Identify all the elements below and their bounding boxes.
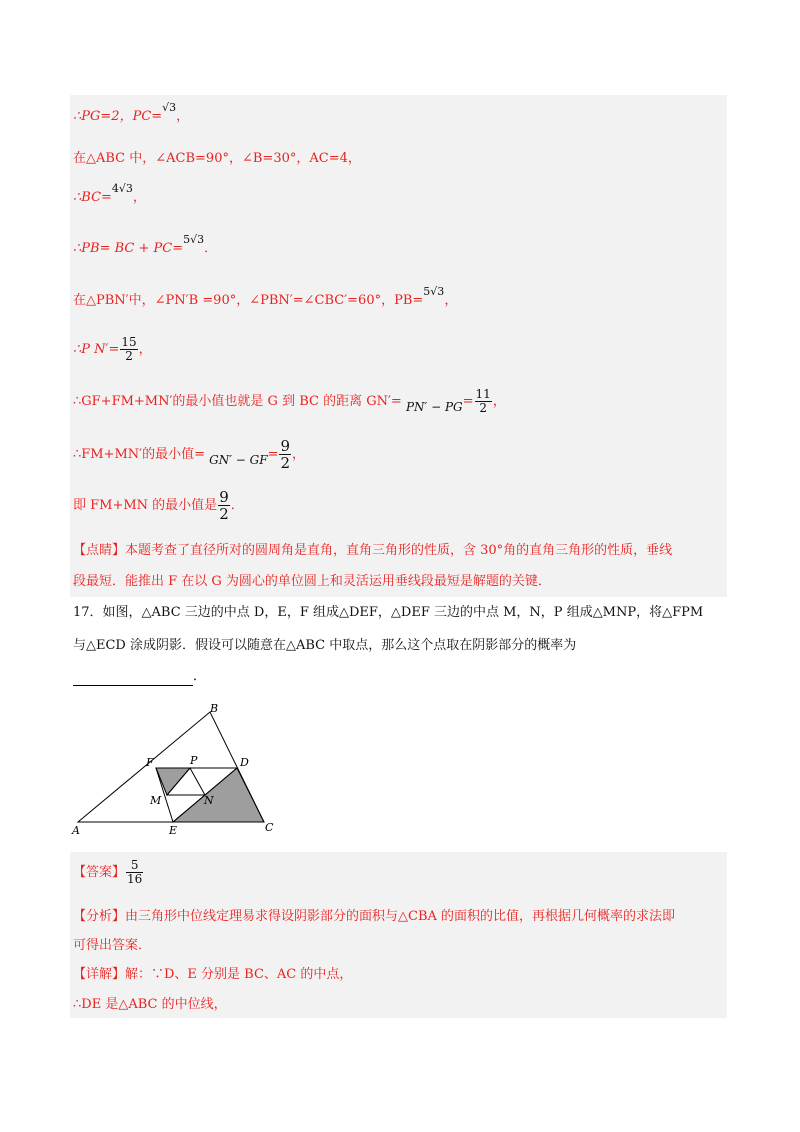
label-d: D: [240, 756, 249, 769]
detail-line-2: ∴DE 是△ABC 的中位线，: [73, 997, 227, 1012]
answer-line: 【答案】 $\frac{5}{16}$: [73, 858, 143, 886]
comment-line-2: 段最短．能推出 F 在以 G 为圆心的单位圆上和灵活运用垂线段最短是解题的关键．: [73, 574, 551, 589]
answer-shade: [70, 852, 727, 1018]
label-f: F: [146, 756, 154, 769]
detail-line-1: 【详解】解：∵D、E 分别是 BC、AC 的中点，: [73, 967, 353, 982]
label-m: M: [150, 794, 162, 807]
analysis-line-1: 【分析】由三角形中位线定理易求得设阴影部分的面积与△CBA 的面积的比值，再根据几何概率的求法即: [73, 909, 676, 924]
answer-blank[interactable]: [73, 671, 193, 686]
label-a: A: [72, 824, 80, 837]
solution-line-7: ∴GF+FM+MN′的最小值也就是 G 到 BC 的距离 GN′= PN′ − PG= $\frac{11}{2}$ ，: [73, 387, 506, 415]
solution-line-2: 在△ABC 中，∠ACB=90°，∠B=30°，AC=4，: [73, 151, 361, 166]
label-e: E: [169, 824, 178, 837]
question-line-3: ．: [73, 668, 206, 686]
analysis-line-2: 可得出答案．: [73, 938, 152, 953]
label-p: P: [190, 754, 198, 767]
label-n: N: [204, 794, 214, 807]
solution-line-5: 在△PBN′中，∠PN′B =90°，∠PBN′=∠CBC′=60°，PB=$^{5√3}$，: [73, 285, 458, 308]
label-b: B: [210, 702, 219, 715]
solution-line-6: ∴P N′= $\frac{15}{2}$ ，: [73, 335, 152, 363]
solution-line-3: ∴BC=$^{4√3}$，: [73, 182, 146, 205]
label-c: C: [265, 821, 274, 834]
triangle-figure: [70, 700, 290, 840]
solution-line-4: ∴PB= BC + PC=$^{5√3}$．: [73, 233, 218, 256]
comment-line-1: 【点睛】本题考查了直径所对的圆周角是直角，直角三角形的性质，含 30°角的直角三角形的性质，垂线: [73, 543, 673, 558]
solution-line-8: ∴FM+MN′的最小值= GN′ − GF= $\frac{9}{2}$ ，: [73, 437, 306, 472]
question-line-2: 与△ECD 涂成阴影．假设可以随意在△ABC 中取点，那么这个点取在阴影部分的概率为: [73, 638, 577, 653]
shaded-triangle-fpm: [156, 768, 190, 795]
solution-line-9: 即 FM+MN 的最小值是 $\frac{9}{2}$ ．: [73, 488, 244, 523]
question-line-1: 17．如图，△ABC 三边的中点 D，E，F 组成△DEF，△DEF 三边的中点 M，N，P 组成△MNP，将△FPM: [73, 605, 704, 620]
solution-line-1: ∴PG=2，PC=$^{√3}$，: [73, 101, 190, 124]
